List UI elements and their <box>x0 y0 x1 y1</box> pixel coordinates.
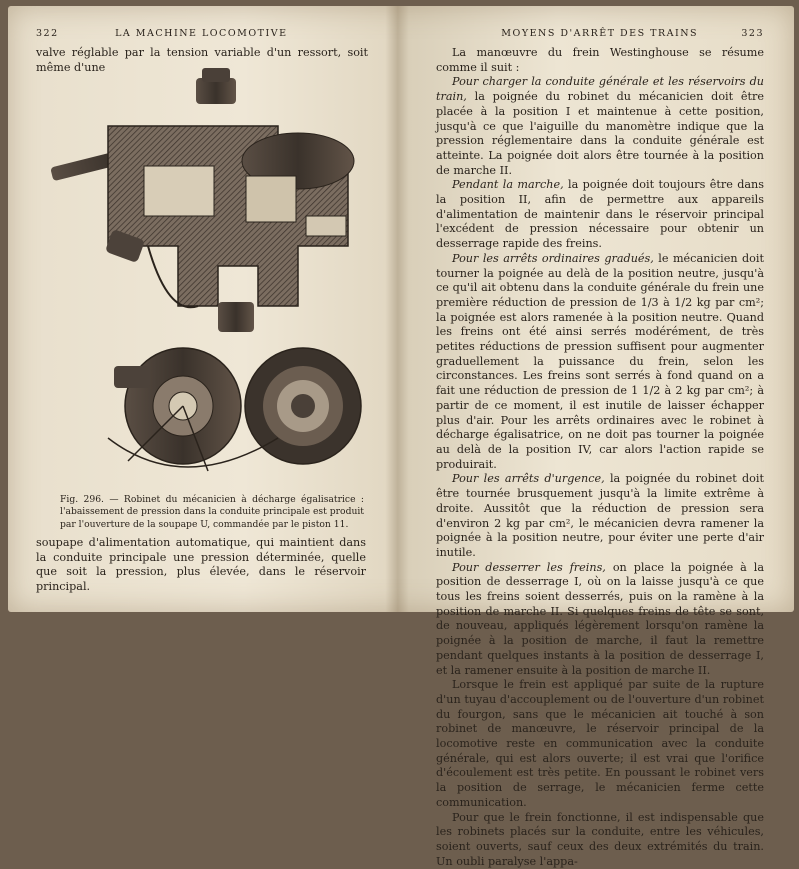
paragraph: Pour les arrêts ordinaires gradués, le mécanicien doit tourner la poignée au delà de la position neutre, jusqu'à ce qu'il ait obtenu dans la conduite générale du frein une première réduction de pression de 1/3 à 1/2 kg par cm²; la poignée est alors ramenée à la position neutre. Quand les freins ont été ainsi serrés modérément, de très petites réductions de pression suffisent pour augmenter graduellement la puissance du frein, selon les circonstances. Les freins sont serrés à fond quand on a fait une réduction de pression de 1 1/2 à 2 kg par cm²; à partir de ce moment, il est inutile de laisser échapper plus d'air. Pour les arrêts ordinaires avec le robinet à décharge égalisatrice, on ne doit pas tourner la poignée au delà de la position IV, car alors l'action rapide se produirait. <box>436 251 764 471</box>
left-outro-text: soupape d'alimentation automatique, qui maintient dans la conduite principale une pression déterminée, quelle que soit la pression, plus élevée, dans le réservoir principal. <box>36 536 366 594</box>
left-running-head <box>36 28 366 39</box>
right-body <box>436 46 764 869</box>
paragraph: La manœuvre du frein Westinghouse se résume comme il suit : <box>436 46 764 74</box>
figure-caption: Fig. 296. — Robinet du mécanicien à décharge égalisatrice : l'abaissement de pression dans la conduite principale est produit par l'ouverture de la soupape U, commandée par le piston 11. <box>60 494 364 530</box>
left-head-title: LA MACHINE LOCOMOTIVE <box>115 28 288 39</box>
left-page <box>8 6 392 612</box>
brake-valve-engraving <box>48 66 368 486</box>
right-running-head <box>436 28 764 39</box>
left-intro-text: valve réglable par la tension variable d'un ressort, soit même d'une <box>36 46 368 74</box>
book-spread <box>8 6 794 868</box>
paragraph: Pour les arrêts d'urgence, la poignée du robinet doit être tournée brusquement jusqu'à la limite extrême à droite. Aussitôt que la réduction de pression sera d'environ 2 kg par cm², le mécanicien devra ramener la poignée à la position neutre, pour éviter une perte d'air inutile. <box>436 472 764 559</box>
right-page-number: 323 <box>741 28 764 39</box>
paragraph: Pour charger la conduite générale et les réservoirs du train, la poignée du robinet du mécanicien doit être placée à la position I et maintenue à cette position, jusqu'à ce que l'aiguille du manomètre indique que la pression réglementaire dans la conduite générale est atteinte. La poignée doit alors être tournée à la position de marche II. <box>436 75 764 177</box>
right-page <box>408 6 794 868</box>
left-page-number: 322 <box>36 28 59 39</box>
paragraph: Pendant la marche, la poignée doit toujours être dans la position II, afin de permettre aux appareils d'alimentation de maintenir dans le réservoir principal l'excédent de pression nécessaire pour obtenir un desserrage rapide des freins. <box>436 178 764 251</box>
paragraph: Pour desserrer les freins, on place la poignée à la position de desserrage I, où on la laisse jusqu'à ce que tous les freins soient desserrés, puis on la ramène à la position de marche II. Si quelques freins de tête se sont, de nouveau, appliqués légèrement lorsqu'on ramène la poignée à la position de marche, il faut la remettre pendant quelques instants à la position de desserrage I, et la ramener ensuite à la position de marche II. <box>436 560 764 677</box>
paragraph: Lorsque le frein est appliqué par suite de la rupture d'un tuyau d'accouplement ou de l'ouverture d'un robinet du fourgon, sans que le mécanicien ait touché à son robinet de manœuvre, le réservoir principal de la locomotive reste en communication avec la conduite générale, qui est alors ouverte; il est vrai que l'orifice d'écoulement est très petite. En poussant le robinet vers la position de serrage, le mécanicien ferme cette communication. <box>436 678 764 809</box>
paragraph: Pour que le frein fonctionne, il est indispensable que les robinets placés sur la conduite, entre les véhicules, soient ouverts, sauf ceux des deux extrémités du train. Un oubli paralyse l'appa- <box>436 810 764 868</box>
right-head-title: MOYENS D'ARRÊT DES TRAINS <box>501 28 699 39</box>
